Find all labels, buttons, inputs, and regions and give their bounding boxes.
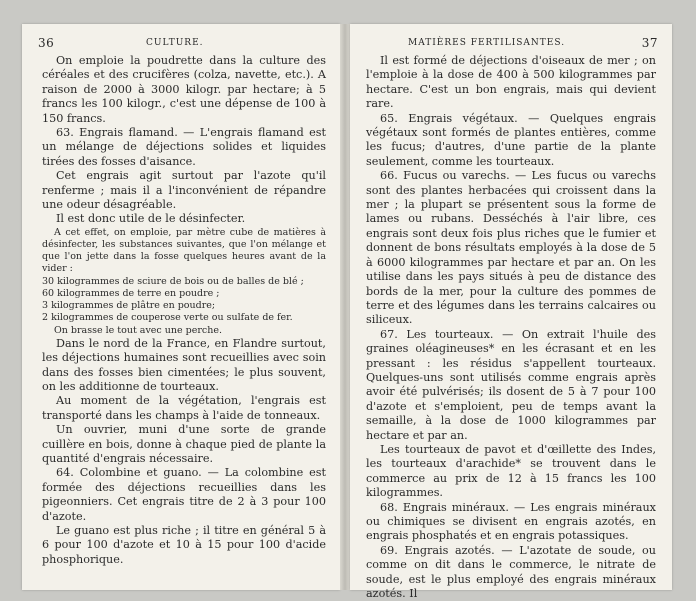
right-page	[350, 24, 672, 601]
paragraph-section-69: 69. Engrais azotés. — L'azotate de soude, ou comme on dit dans le commerce, le nitrate de soude, est le plus employé des engrais minéraux azotés. Il	[366, 543, 656, 601]
paragraph: Cet engrais agit surtout par l'azote qu'il renferme ; mais il a l'inconvénient de répandre une odeur désagréable.	[42, 169, 326, 212]
book-gutter	[340, 24, 350, 590]
paragraph: Le guano est plus riche ; il titre en général 5 à 6 pour 100 d'azote et 10 à 15 pour 100 d'acide phosphorique.	[42, 523, 326, 566]
note-block	[42, 227, 326, 337]
paragraph-section-63: 63. Engrais flamand. — L'engrais flamand est un mélange de déjections solides et liquides tirées des fosses d'aisance.	[42, 126, 326, 168]
list-item: 3 kilogrammes de plâtre en poudre;	[42, 300, 216, 312]
paragraph: Il est formé de déjections d'oiseaux de mer ; on l'emploie à la dose de 400 à 500 kilogrammes par hectare. C'est un bon engrais, mais qui devient rare.	[366, 54, 656, 111]
paragraph: Il est donc utile de le désinfecter.	[56, 212, 246, 226]
list-item: 60 kilogrammes de terre en poudre ;	[42, 287, 220, 299]
paragraph: Dans le nord de la France, en Flandre surtout, les déjections humaines sont recueillies avec soin dans des fosses bien cimentées; le plus souvent, on les additionne de tourteaux.	[42, 336, 326, 393]
left-page-body	[42, 54, 326, 567]
paragraph: Un ouvrier, muni d'une sorte de grande cuillère en bois, donne à chaque pied de plante la quantité d'engrais nécessaire.	[42, 423, 326, 465]
right-page-body	[366, 54, 656, 601]
left-running-head: CULTURE.	[146, 38, 204, 48]
ingredient-list	[42, 276, 326, 325]
note-paragraph: On brasse le tout avec une perche.	[54, 324, 222, 336]
left-page-header	[22, 36, 340, 50]
paragraph-section-68: 68. Engrais minéraux. — Les engrais minéraux ou chimiques se divisent en engrais azotés, en engrais phosphatés et en engrais potassiques.	[366, 500, 656, 543]
right-page-header	[350, 36, 672, 50]
right-page-number: 37	[641, 36, 658, 50]
paragraph-section-64: 64. Colombine et guano. — La colombine est formée des déjections recueillies dans les pigeonniers. Cet engrais titre de 2 à 3 pour 100 d'azote.	[42, 466, 326, 523]
paragraph: Les tourteaux de pavot et d'œillette des Indes, les tourteaux d'arachide* se trouvent dans le commerce au prix de 12 à 15 francs les 100 kilogrammes.	[366, 442, 656, 500]
paragraph-section-66: 66. Fucus ou varechs. — Les fucus ou varechs sont des plantes herbacées qui croissent dans la mer ; la plupart se présentent sous la forme de lames ou rubans. Desséchés à l'air libre, ces engrais sont deux fois plus riches que le fumier et donnent de bons résultats employés à la dose de 5 à 6000 kilogrammes par hectare et par an. On les utilise dans les pays situés à peu de distance des bords de la mer, pour la culture des pommes de terre et des légumes dans les terrains calcaires ou siliceux.	[366, 169, 656, 327]
paragraph-section-65: 65. Engrais végétaux. — Quelques engrais végétaux sont formés de plantes entières, comme les fucus; d'autres, d'une partie de la plante seulement, comme les tourteaux.	[366, 111, 656, 168]
paragraph: Au moment de la végétation, l'engrais est transporté dans les champs à l'aide de tonneaux.	[42, 394, 326, 422]
list-item: 2 kilogrammes de couperose verte ou sulfate de fer.	[42, 312, 293, 324]
paragraph-section-67: 67. Les tourteaux. — On extrait l'huile des graines oléagineuses* en les écrasant et en les pressant : les résidus s'appellent tourteaux. Quelques-uns sont utilisés comme engrais après avoir été pulvérisés; ils dosent de 5 à 7 pour 100 d'azote et s'emploient, peu de temps avant la semaille, à la dose de 1000 kilogrammes par hectare et par an.	[366, 327, 656, 442]
paragraph: On emploie la poudrette dans la culture des céréales et des crucifères (colza, navette, etc.). A raison de 2000 à 3000 kilogr. par hectare; à 5 francs les 100 kilogr., c'est une dépense de 100 à 150 francs.	[42, 54, 326, 125]
left-page-number: 36	[38, 36, 55, 50]
left-page	[22, 24, 340, 590]
list-item: 30 kilogrammes de sciure de bois ou de balles de blé ;	[42, 275, 304, 287]
right-running-head: MATIÈRES FERTILISANTES.	[408, 38, 566, 48]
note-paragraph: A cet effet, on emploie, par mètre cube de matières à désinfecter, les substances suivantes, que l'on mélange et que l'on jette dans la fosse quelques heures avant de la vider :	[42, 226, 326, 275]
